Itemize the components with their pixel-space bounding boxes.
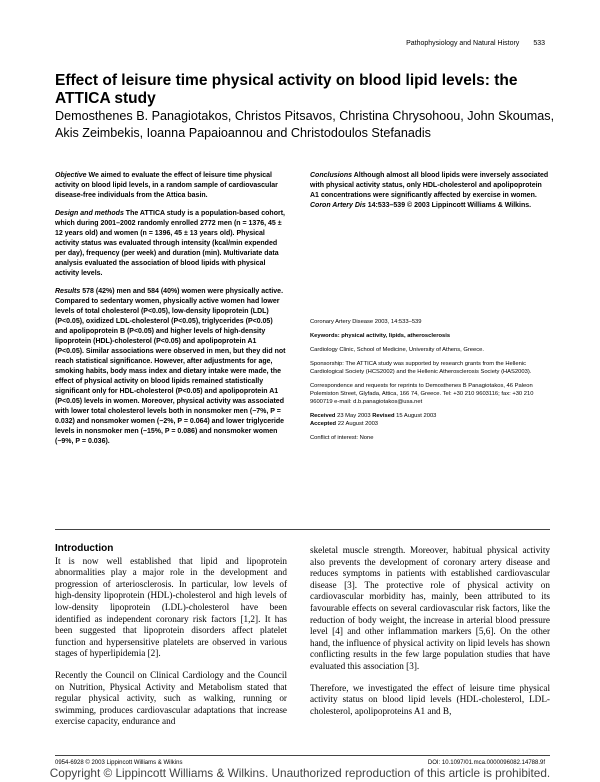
received-date: 23 May 2003 [337,413,371,419]
section-divider [55,529,550,530]
revised-label: Revised [372,413,395,419]
design-text: The ATTICA study is a population-based cohort, which during 2001–2002 randomly enrolled 2772 men (n = 1376, 45 ± 12 years old) and women (n = 1396, 45 ± 13 years old). Physical activity status was evaluated through intensity (kcal/min expended per day), frequency (per week) and duration (min). Multivariate data analysis evaluated the association of blood lipids with physical activity levels. [55,210,285,277]
right-paragraph-1: skeletal muscle strength. Moreover, habitual physical activity also prevents the development of coronary artery disease and reduces symptoms in patients with established cardiovascular disease [3]. The protective role of physical activity on cardiovascular morbidity has, mainly, been attributed to its favourable effects on several cardiovascular risk factors, like the reduction of body weight, the increase in arterial blood pressure level [4] and other inflammation markers [5,6]. On the other hand, the influence of physical activity on lipid levels has shown conflicting results in the few large population studies that have evaluated this association [3]. [310,545,550,671]
conclusions-text: Although almost all blood lipids were inversely associated with physical activity status, only HDL-cholesterol and apolipoprotein A1 concentrations were significantly affected by exercise in women. [310,172,549,199]
conclusions-label: Conclusions [310,172,353,179]
keywords [310,332,550,340]
design-label: Design and methods [55,210,124,217]
abstract-objective [55,171,287,201]
objective-label: Objective [55,172,87,179]
objective-text: We aimed to evaluate the effect of leisure time physical activity on blood lipid levels, in a random sample of cardiovascular disease-free individuals from the Attica basin. [55,172,278,199]
body-right-column [310,545,550,727]
keywords-text: physical activity, lipids, atherosclerosis [341,333,451,339]
results-label: Results [55,288,81,295]
accepted-date: 22 August 2003 [337,421,379,427]
correspondence: Correspondence and requests for reprints to Demosthenes B Panagiotakos, 46 Paleon Polemiston Street, Glyfada, Attica, 166 74, Greece. Tel: +30 210 9603116; fax: +30 210 9600719 e-mail: d.b.panagiotakos@usa.net [310,383,534,405]
sponsorship: Sponsorship: The ATTICA study was supported by research grants from the Hellenic Cardiological Society (HCS2002) and the Hellenic Atherosclerosis Society (HAS2003). [310,361,532,375]
abstract-design [55,209,287,279]
copyright-notice: Copyright © Lippincott Williams & Wilkins. Unauthorized reproduction of this article is prohibited. [49,766,551,780]
page-number: 533 [533,40,545,47]
citation-rest: 14:533–539 © 2003 Lippincott Williams & Wilkins. [367,202,532,209]
revised-date: 15 August 2003 [396,413,437,419]
intro-paragraph-1: It is now well established that lipid and lipoprotein abnormalities play a major role in the development and progression of arteriosclerosis. In particular, low levels of high-density lipoprotein (HDL)-cholesterol and high levels of low-density lipoprotein (LDL)-cholesterol have been identified as independent coronary risk factors [1,2]. It has been suggested that lipoprotein disorders affect platelet function and hypersensitive platelets are observed in various stages of hyperlipidemia [2]. [55,555,287,659]
affiliation: Cardiology Clinic, School of Medicine, University of Athens, Greece. [310,347,484,353]
accepted-label: Accepted [310,421,337,427]
author-list: Demosthenes B. Panagiotakos, Christos Pitsavos, Christina Chrysohoou, John Skoumas, Akis Zeimbekis, Ioanna Papaioannou and Christodoulos Stefanadis [55,109,555,140]
running-header [406,40,545,47]
abstract-left-column [55,171,287,455]
conflict-of-interest: Conflict of interest: None [310,435,374,441]
article-title: Effect of leisure time physical activity on blood lipid levels: the ATTICA study [55,72,518,107]
dates [310,412,550,428]
footer-issn: 0954-6928 © 2003 Lippincott Williams & Wilkins [55,760,183,766]
results-text: 578 (42%) men and 584 (40%) women were physically active. Compared to sedentary women, physically active women had lower levels of total cholesterol (P<0.05), low-density lipoprotein (LDL) (P<0.05), oxidized LDL-cholesterol (P<0.05), triglycerides (P<0.05) and apolipoprotein B (P<0.05) and higher levels of high-density lipoprotein (HDL)-cholesterol (P<0.05) and apolipoprotein A1 (P<0.05). Similar associations were observed in men, but they did not reach statistical significance. However, after adjustments for age, smoking habits, body mass index and dietary intake were made, the effect of physical activity on blood lipids remained statistically significant only for HDL-cholesterol (P<0.05) and apolipoprotein A1 (P<0.05) levels in women. Moreover, physical activity was associated with lower total cholesterol levels both in nonsmoker men (−7%, P = 0.032) and nonsmoker women (−2%, P = 0.064) and lower triglyceride levels in nonsmoker men (−15%, P = 0.086) and nonsmoker women (−9%, P = 0.036). [55,288,286,445]
intro-paragraph-2: Recently the Council on Clinical Cardiology and the Council on Nutrition, Physical Activity and Metabolism stated that regular physical activity, such as walking, running or swimming, produces cardiovascular adaptations that increase exercise capacity, endurance and [55,669,287,727]
introduction-heading: Introduction [55,543,114,554]
journal-section: Pathophysiology and Natural History [406,40,520,47]
body-left-column [55,543,287,738]
abstract-conclusions [310,171,550,211]
footer-divider [55,755,550,756]
keywords-label: Keywords: [310,333,340,339]
journal-citation: Coronary Artery Disease 2003, 14:533–539 [310,319,422,325]
article-metadata [310,318,550,448]
abstract-right-column [310,171,550,219]
received-label: Received [310,413,336,419]
footer-doi: DOI: 10.1097/01.mca.0000096082.14788.9f [427,760,545,766]
abstract-results [55,287,287,447]
right-paragraph-2: Therefore, we investigated the effect of leisure time physical activity status on blood lipid levels (HDL-cholesterol, LDL-cholesterol, apolipoproteins A1 and B, [310,682,550,716]
citation-journal: Coron Artery Dis [310,202,366,209]
